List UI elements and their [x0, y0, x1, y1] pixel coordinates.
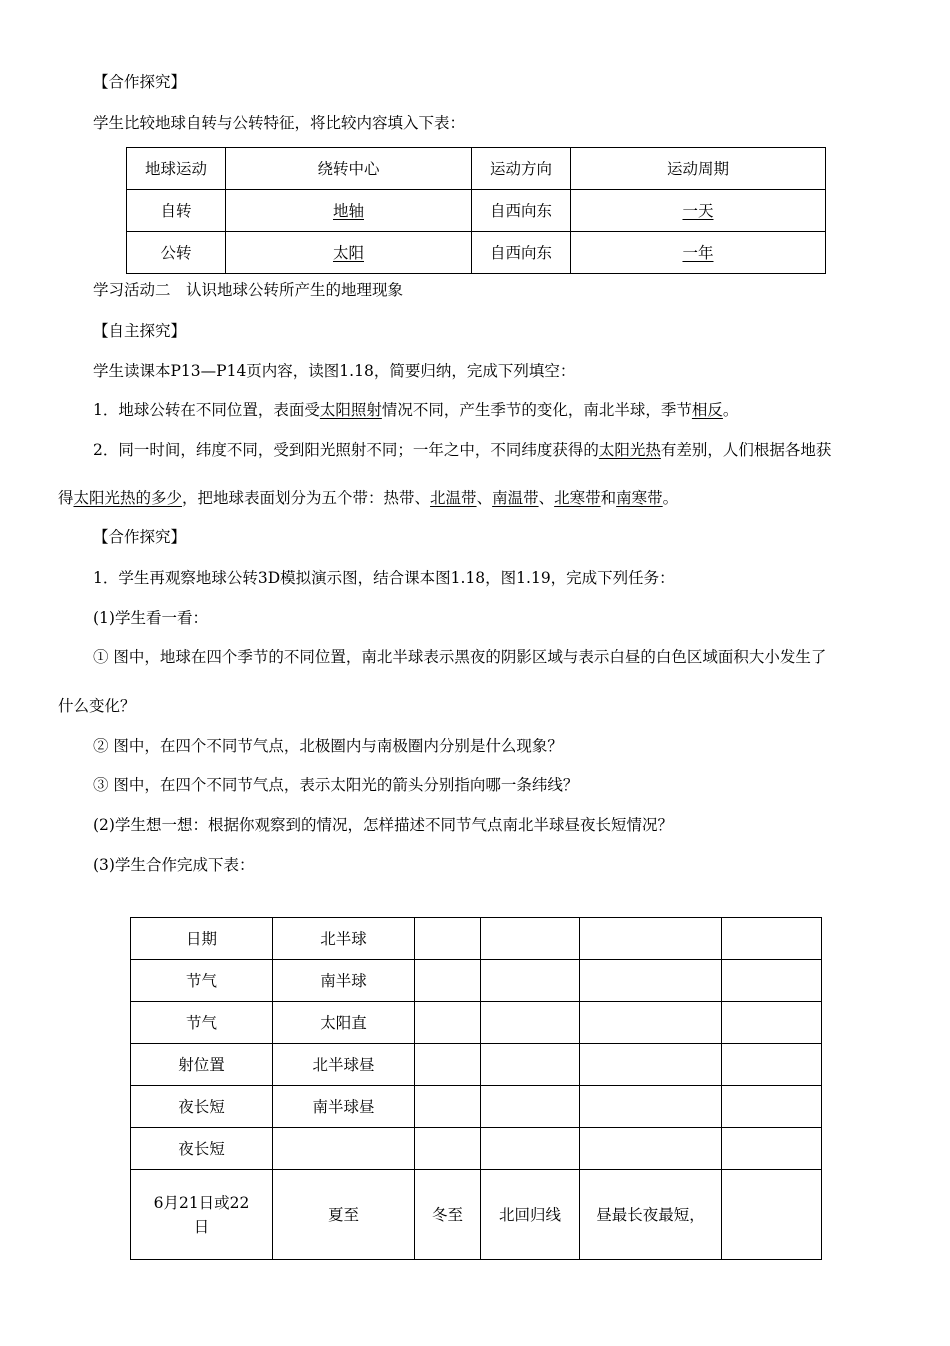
answer-blank: 太阳光热 [598, 441, 661, 459]
activity2-title: 学习活动二 认识地球公转所产生的地理现象 [93, 281, 404, 299]
self-intro: 学生读课本P13—P14页内容，读图1.18，简要归纳，完成下列填空： [93, 362, 576, 380]
col-header-direction: 运动方向 [472, 148, 571, 190]
answer-blank: 南温带 [492, 489, 539, 507]
table-cell [481, 918, 580, 960]
table-cell [415, 918, 481, 960]
table-cell [580, 960, 722, 1002]
table-cell [415, 1086, 481, 1128]
solar-terms-table [130, 917, 822, 1260]
answer-center: 太阳 [332, 243, 364, 262]
coop-task: 1．学生再观察地球公转3D模拟演示图，结合课本图1.18，图1.19，完成下列任务： [93, 569, 675, 587]
cell-motion: 公转 [127, 232, 226, 274]
table-cell [415, 960, 481, 1002]
answer-period: 一年 [682, 243, 714, 262]
item1-prefix: 1．地球公转在不同位置，表面受 [93, 401, 320, 419]
table-cell [481, 1128, 580, 1170]
self-heading: 【自主探究】 [93, 322, 187, 340]
north-daylength-cell: 昼最长夜最短， [580, 1170, 722, 1260]
think-heading: (2)学生想一想：根据你观察到的情况，怎样描述不同节气点南北半球昼夜长短情况？ [93, 816, 673, 834]
question-1-line2: 什么变化？ [58, 697, 136, 715]
table-cell [415, 1128, 481, 1170]
table-cell [722, 1086, 822, 1128]
fill-item-2-line1 [93, 440, 831, 460]
table-cell [481, 1044, 580, 1086]
item2-line2-prefix: 得 [58, 489, 74, 507]
cell-period [571, 232, 826, 274]
item1-middle: 情况不同，产生季节的变化，南北半球，季节 [381, 401, 692, 419]
answer-blank: 太阳照射 [319, 401, 382, 419]
question-1-line1: ① 图中，地球在四个季节的不同位置，南北半球表示黑夜的阴影区域与表示白昼的白色区域面积大小发生了 [93, 648, 827, 666]
table-row [131, 1128, 822, 1170]
row-sublabel: 北半球昼 [273, 1044, 415, 1086]
question-3: ③ 图中，在四个不同节气点，表示太阳光的箭头分别指向哪一条纬线？ [93, 776, 579, 794]
table-cell [481, 1002, 580, 1044]
table-cell [415, 1002, 481, 1044]
row-sublabel: 太阳直 [273, 1002, 415, 1044]
coop-heading-1: 【合作探究】 [93, 73, 187, 91]
earth-motion-table [126, 147, 826, 274]
table-cell [580, 1086, 722, 1128]
answer-blank: 太阳光热的多少 [73, 489, 183, 507]
row-label: 节气 [131, 1002, 273, 1044]
fill-item-2-line2 [58, 488, 678, 508]
fill-item-1 [93, 400, 738, 420]
cell-period [571, 190, 826, 232]
question-2: ② 图中，在四个不同节气点，北极圈内与南极圈内分别是什么现象？ [93, 737, 563, 755]
table-cell [481, 960, 580, 1002]
coop-intro-1: 学生比较地球自转与公转特征，将比较内容填入下表： [93, 114, 466, 132]
south-daylength-cell [722, 1170, 822, 1260]
row-label: 节气 [131, 960, 273, 1002]
table-intro: (3)学生合作完成下表： [93, 856, 255, 874]
table-cell [415, 1044, 481, 1086]
table-row [131, 1086, 822, 1128]
answer-blank: 南寒带 [616, 489, 663, 507]
table-row [131, 1044, 822, 1086]
table-cell [580, 1044, 722, 1086]
cell-center [226, 190, 472, 232]
row-label: 夜长短 [131, 1086, 273, 1128]
table-row [131, 960, 822, 1002]
coop-heading-2: 【合作探究】 [93, 528, 187, 546]
table-header-row [127, 148, 826, 190]
cell-motion: 自转 [127, 190, 226, 232]
row-sublabel: 北半球 [273, 918, 415, 960]
table-cell [580, 1128, 722, 1170]
separator: 和 [600, 489, 617, 507]
answer-period: 一天 [682, 201, 714, 220]
answer-blank: 相反 [691, 401, 723, 419]
table-cell [722, 960, 822, 1002]
table-cell [580, 918, 722, 960]
table-cell [722, 1002, 822, 1044]
item2-line1-suffix: 有差别，人们根据各地获 [660, 441, 832, 459]
look-heading: (1)学生看一看： [93, 609, 208, 627]
item2-prefix: 2．同一时间，纬度不同，受到阳光照射不同；一年之中，不同纬度获得的 [93, 441, 599, 459]
col-header-center: 绕转中心 [226, 148, 472, 190]
table-row [131, 918, 822, 960]
table-row [131, 1170, 822, 1260]
date-line-2: 日 [193, 1217, 210, 1236]
col-header-period: 运动周期 [571, 148, 826, 190]
cell-direction: 自西向东 [472, 232, 571, 274]
south-term-cell: 冬至 [415, 1170, 481, 1260]
row-label: 射位置 [131, 1044, 273, 1086]
sun-position-cell: 北回归线 [481, 1170, 580, 1260]
table-cell [722, 918, 822, 960]
table-row [127, 232, 826, 274]
date-line-1: 6月21日或22 [153, 1193, 250, 1212]
answer-center: 地轴 [332, 201, 364, 220]
date-cell [131, 1170, 273, 1260]
separator: 、 [476, 489, 493, 507]
north-term-cell: 夏至 [273, 1170, 415, 1260]
separator: 、 [538, 489, 555, 507]
cell-direction: 自西向东 [472, 190, 571, 232]
row-sublabel [273, 1128, 415, 1170]
table-cell [722, 1044, 822, 1086]
row-label: 日期 [131, 918, 273, 960]
answer-blank: 北寒带 [554, 489, 601, 507]
table-cell [722, 1128, 822, 1170]
table-row [131, 1002, 822, 1044]
item2-line2-mid: ，把地球表面划分为五个带：热带、 [182, 489, 431, 507]
table-cell [580, 1002, 722, 1044]
row-sublabel: 南半球 [273, 960, 415, 1002]
answer-blank: 北温带 [430, 489, 477, 507]
col-header-motion: 地球运动 [127, 148, 226, 190]
table-cell [481, 1086, 580, 1128]
row-label: 夜长短 [131, 1128, 273, 1170]
item2-end: 。 [662, 489, 679, 507]
row-sublabel: 南半球昼 [273, 1086, 415, 1128]
item1-suffix: 。 [722, 401, 739, 419]
cell-center [226, 232, 472, 274]
table-row [127, 190, 826, 232]
